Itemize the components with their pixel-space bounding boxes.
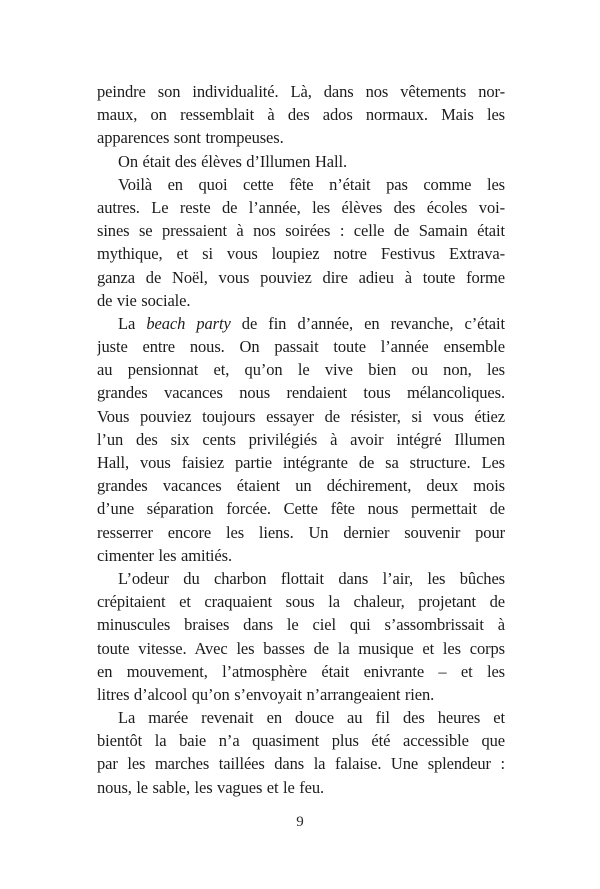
text-segment: La [118,313,147,333]
text-segment: de fin d’année, en revanche, c’était [230,313,505,333]
text-block [97,80,505,799]
text-line: d’une séparation forcée. Cette fête nous permettait de [97,499,505,519]
text-line: par les marches taillées dans la falaise. Une splendeur : [97,754,505,774]
paragraph [97,173,505,312]
text-line: minuscules braises dans le ciel qui s’assombrissait à [97,615,505,635]
text-line: crépitaient et craquaient sous la chaleur, projetant de [97,592,505,612]
paragraph [97,150,505,173]
text-line: L’odeur du charbon flottait dans l’air, les bûches [118,568,505,588]
text-line: litres d’alcool qu’on s’envoyait n’arrangeaient rien. [97,684,435,704]
text-line: sines se pressaient à nos soirées : celle de Samain était [97,221,505,241]
paragraph [97,80,505,150]
text-line: ganza de Noël, vous pouviez dire adieu à toute forme [97,267,505,287]
text-line: au pensionnat et, qu’on le vive bien ou non, les [97,360,505,380]
text-line: peindre son individualité. Là, dans nos vêtements nor- [97,82,505,101]
text-line: resserrer encore les liens. Un dernier souvenir pour [97,522,505,542]
text-line: maux, on ressemblait à des ados normaux. Mais les [97,105,505,125]
text-line: On était des élèves d’Illumen Hall. [118,151,348,171]
text-line: l’un des six cents privilégiés à avoir intégré Illumen [97,429,505,449]
text-line: Vous pouviez toujours essayer de résister, si vous étiez [97,406,505,426]
text-line: de vie sociale. [97,290,191,310]
text-line: juste entre nous. On passait toute l’année ensemble [97,337,505,357]
text-line: mythique, et si vous loupiez notre Festivus Extrava- [97,244,505,264]
text-line: en mouvement, l’atmosphère était enivrante – et les [97,661,505,681]
paragraph [97,567,505,706]
text-line: cimenter les amitiés. [97,545,232,565]
page-number: 9 [296,814,304,830]
text-line: La marée revenait en douce au fil des heures et [118,708,505,728]
text-line: grandes vacances nous rendaient tous mélancoliques. [97,383,505,403]
text-line: grandes vacances étaient un déchirement, deux mois [97,476,505,496]
paragraph [97,706,505,799]
paragraph [97,312,505,567]
text-line: toute vitesse. Avec les basses de la musique et les corps [97,638,505,658]
text-line: bientôt la baie n’a quasiment plus été accessible que [97,731,505,751]
text-line: autres. Le reste de l’année, les élèves des écoles voi- [97,197,505,217]
italic-phrase: beach party [146,313,231,333]
text-line: Voilà en quoi cette fête n’était pas comme les [118,174,505,194]
text-line: apparences sont trompeuses. [97,128,284,148]
text-line: nous, le sable, les vagues et le feu. [97,777,325,797]
text-line: Hall, vous faisiez partie intégrante de sa structure. Les [97,453,505,472]
text-line [97,312,505,335]
